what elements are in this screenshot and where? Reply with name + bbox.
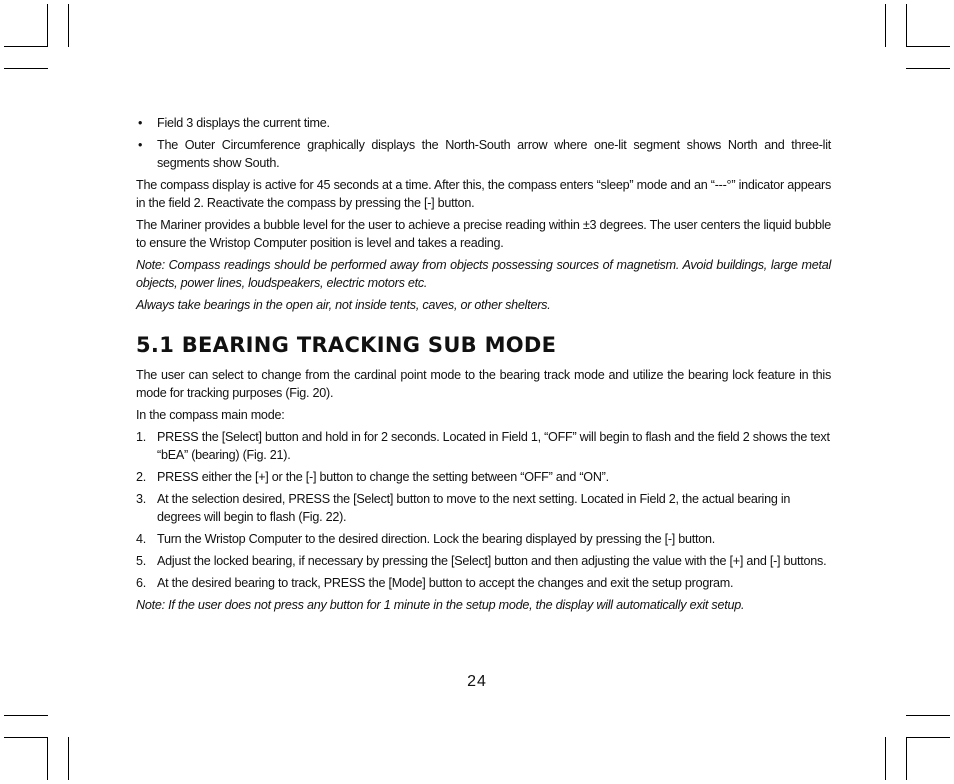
bullet-list (136, 114, 831, 172)
step-number: 6. (136, 576, 147, 590)
crop-mark (906, 715, 950, 716)
section-intro: The user can select to change from the cardinal point mode to the bearing track mode and utilize the bearing lock feature in this mode for tracking purposes (Fig. 20). (136, 368, 831, 400)
list-item (136, 530, 831, 548)
list-item (136, 114, 831, 132)
note-paragraph: Always take bearings in the open air, not inside tents, caves, or other shelters. (136, 298, 551, 312)
list-item (136, 136, 831, 172)
step-text: Turn the Wristop Computer to the desired direction. Lock the bearing displayed by pressing the [-] button. (157, 532, 716, 546)
step-text: Adjust the locked bearing, if necessary by pressing the [Select] button and then adjusting the value with the [+] and [-] buttons. (157, 554, 827, 568)
crop-mark (906, 46, 950, 47)
bullet-text: The Outer Circumference graphically displays the North-South arrow where one-lit segment shows North and three-lit segments show South. (157, 138, 831, 170)
bullet-marker: • (138, 116, 143, 130)
step-number: 1. (136, 430, 147, 444)
body-paragraph: The Mariner provides a bubble level for the user to achieve a precise reading within ±3 degrees. The user centers the liquid bubble to ensure the Wristop Computer position is level and takes a reading. (136, 218, 831, 250)
section-heading: 5.1 BEARING TRACKING SUB MODE (136, 333, 557, 357)
step-text: PRESS the [Select] button and hold in for 2 seconds. Located in Field 1, “OFF” will begin to flash and the field 2 shows the text “bEA” (bearing) (Fig. 21). (157, 430, 830, 462)
final-note: Note: If the user does not press any button for 1 minute in the setup mode, the display will automatically exit setup. (136, 598, 745, 612)
crop-mark (47, 4, 48, 47)
crop-mark (4, 737, 48, 738)
step-number: 5. (136, 554, 147, 568)
list-item (136, 468, 831, 486)
crop-mark (68, 737, 69, 780)
step-number: 4. (136, 532, 147, 546)
crop-mark (906, 737, 907, 780)
crop-mark (47, 737, 48, 780)
crop-mark (4, 715, 48, 716)
crop-mark (4, 68, 48, 69)
bullet-text: Field 3 displays the current time. (157, 116, 330, 130)
step-text: PRESS either the [+] or the [-] button to change the setting between “OFF” and “ON”. (157, 470, 609, 484)
section-lead: In the compass main mode: (136, 408, 285, 422)
step-number: 3. (136, 492, 147, 506)
crop-mark (68, 4, 69, 47)
crop-mark (906, 737, 950, 738)
page-content (136, 114, 831, 618)
body-paragraph: The compass display is active for 45 seconds at a time. After this, the compass enters “sleep” mode and an “---°” indicator appears in the field 2. Reactivate the compass by pressing the [-] button. (136, 178, 831, 210)
steps-list (136, 428, 831, 592)
crop-mark (885, 4, 886, 47)
crop-mark (4, 46, 48, 47)
crop-mark (906, 68, 950, 69)
page-number: 24 (467, 673, 487, 690)
step-text: At the desired bearing to track, PRESS the [Mode] button to accept the changes and exit the setup program. (157, 576, 734, 590)
bullet-marker: • (138, 138, 143, 152)
list-item (136, 490, 831, 526)
list-item (136, 428, 831, 464)
crop-mark (885, 737, 886, 780)
note-paragraph: Note: Compass readings should be performed away from objects possessing sources of magnetism. Avoid buildings, large metal objects, power lines, loudspeakers, electric motors etc. (136, 258, 831, 290)
list-item (136, 552, 831, 570)
list-item (136, 574, 831, 592)
step-number: 2. (136, 470, 147, 484)
crop-mark (906, 4, 907, 47)
step-text: At the selection desired, PRESS the [Select] button to move to the next setting. Located in Field 2, the actual bearing in degrees will begin to flash (Fig. 22). (157, 492, 791, 524)
